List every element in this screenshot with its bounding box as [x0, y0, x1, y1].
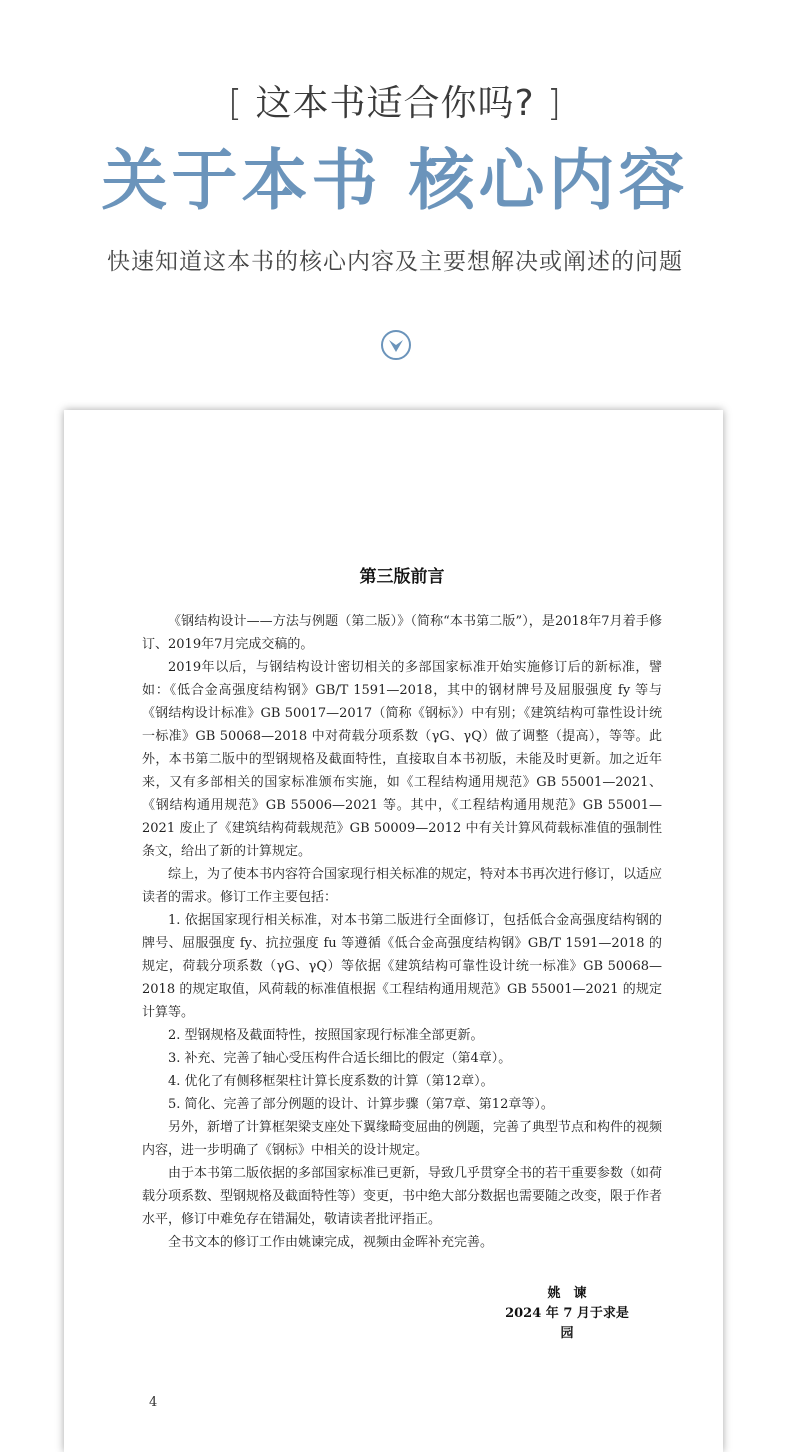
paragraph: 综上，为了使本书内容符合国家现行相关标准的规定，特对本书再次进行修订，以适应读者的需求。修订工作主要包括： [142, 867, 663, 905]
book-page [64, 410, 723, 1452]
paragraph: 1. 依据国家现行相关标准，对本书第二版进行全面修订，包括低合金高强度结构钢的牌号、屈服强度 fy、抗拉强度 fu 等遵循《低合金高强度结构钢》GB/T 1591—2018 的规定，荷载分项系数（γG、γQ）等依据《建筑结构可靠性设计统一标准》GB 50068—2018 的规定取值，风荷载的标准值根据《工程结构通用规范》GB 55001—2021 的规定计算等。 [142, 913, 662, 1020]
preface-body [142, 610, 662, 1254]
paragraph: 5. 简化、完善了部分例题的设计、计算步骤（第7章、第12章等）。 [168, 1097, 554, 1112]
chevron-down-circle-icon [381, 330, 411, 360]
paragraph: 由于本书第二版依据的多部国家标准已更新，导致几乎贯穿全书的若干重要参数（如荷载分项系数、型钢规格及截面特性等）变更，书中绝大部分数据也需要随之改变，限于作者水平，修订中难免存在错漏处，敬请读者批评指正。 [142, 1166, 663, 1227]
bracket-close: ] [547, 83, 563, 124]
question-text: 这本书适合你吗? [255, 83, 535, 124]
paragraph: 4. 优化了有侧移框架柱计算长度系数的计算（第12章）。 [168, 1074, 494, 1089]
bracket-open: [ [227, 83, 243, 124]
paragraph: 2019年以后，与钢结构设计密切相关的多部国家标准开始实施修订后的新标准，譬如：《低合金高强度结构钢》GB/T 1591—2018，其中的钢材牌号及屈服强度 fy 等与《钢结构设计标准》GB 50017—2017（简称《钢标》）中有别；《建筑结构可靠性设计统一标准》GB 50068—2018 中对荷载分项系数（γG、γQ）做了调整（提高），等等。此外，本书第二版中的型钢规格及截面特性，直接取自本书初版，未能及时更新。加之近年来，又有多部相关的国家标准颁布实施，如《工程结构通用规范》GB 55001—2021、《钢结构通用规范》GB 55006—2021 等。其中，《工程结构通用规范》GB 55001—2021 废止了《建筑结构荷载规范》GB 50009—2012 中有关计算风荷载标准值的强制性条文，给出了新的计算规定。 [142, 660, 662, 859]
signature [502, 1284, 632, 1344]
paragraph: 另外，新增了计算框架梁支座处下翼缘畸变屈曲的例题，完善了典型节点和构件的视频内容，进一步明确了《钢标》中相关的设计规定。 [142, 1120, 663, 1158]
page-number: 4 [149, 1395, 158, 1410]
paragraph: 2. 型钢规格及截面特性，按照国家现行标准全部更新。 [168, 1028, 484, 1043]
paragraph: 全书文本的修订工作由姚谏完成，视频由金晖补充完善。 [168, 1235, 494, 1250]
subtitle: 快速知道这本书的核心内容及主要想解决或阐述的问题 [107, 249, 683, 275]
date-place: 2024 年 7 月于求是园 [505, 1306, 629, 1341]
paragraph: 3. 补充、完善了轴心受压构件合适长细比的假定（第4章）。 [168, 1051, 512, 1066]
main-title: 关于本书 核心内容 [101, 141, 689, 219]
page-title: 第三版前言 [359, 567, 445, 587]
author-name: 姚 谏 [547, 1286, 587, 1301]
question-heading [0, 82, 790, 126]
paragraph: 《钢结构设计——方法与例题（第二版）》（简称“本书第二版”），是2018年7月着手修订、2019年7月完成交稿的。 [142, 614, 662, 652]
